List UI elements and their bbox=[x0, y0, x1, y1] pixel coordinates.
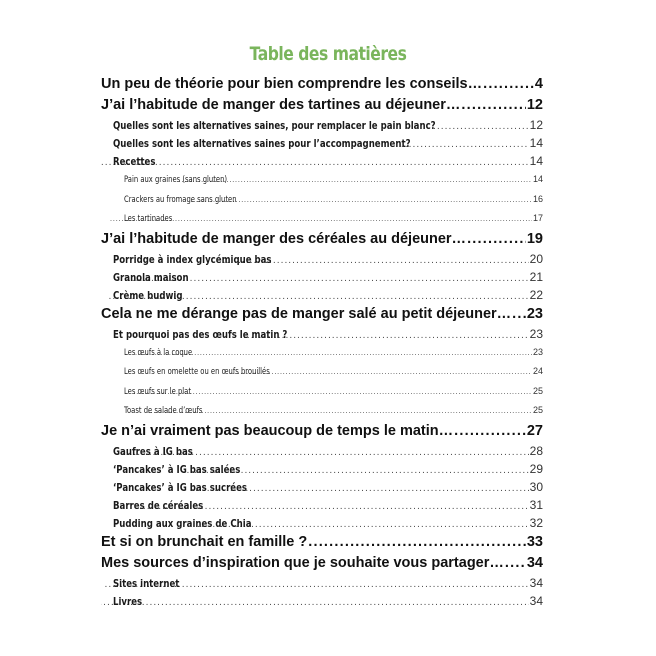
toc-entry[interactable] bbox=[101, 382, 543, 402]
toc-entry[interactable] bbox=[101, 401, 543, 421]
toc-entry-label: Mes sources d’inspiration que je souhaite vous partager… bbox=[101, 554, 504, 571]
toc-entry-page: 14 bbox=[529, 154, 543, 168]
toc-entry-label: Toast de salade d’œufs bbox=[124, 406, 203, 416]
dot-leader bbox=[135, 344, 532, 363]
toc-entry-page: 12 bbox=[526, 97, 543, 113]
toc-entry[interactable] bbox=[101, 95, 543, 116]
toc-entry-page: 16 bbox=[532, 193, 543, 204]
toc-entry-label: Les tartinades bbox=[124, 214, 173, 224]
toc-entry[interactable] bbox=[101, 250, 543, 268]
toc-entry[interactable] bbox=[101, 170, 543, 190]
dot-leader bbox=[232, 363, 532, 382]
toc-entry-page: 14 bbox=[529, 136, 543, 150]
toc-entry-page: 24 bbox=[532, 366, 543, 376]
toc-entry[interactable] bbox=[101, 268, 543, 286]
toc-entry-label: ‘Pancakes’ à IG bas sucrées bbox=[113, 480, 248, 494]
toc-entry-label: Les œufs sur le plat bbox=[124, 386, 192, 397]
toc-entry[interactable] bbox=[101, 304, 543, 325]
toc-entry-page: 14 bbox=[532, 174, 543, 184]
toc-entry[interactable] bbox=[101, 362, 543, 382]
toc-entry[interactable] bbox=[101, 574, 543, 592]
dot-leader bbox=[433, 118, 529, 134]
toc-entry[interactable] bbox=[101, 116, 543, 134]
toc-entry-page: 34 bbox=[529, 575, 543, 590]
dot-leader bbox=[483, 74, 534, 95]
toc-entry[interactable] bbox=[101, 343, 543, 363]
toc-entry[interactable] bbox=[101, 514, 543, 532]
dot-leader bbox=[461, 95, 525, 116]
toc-entry-label: Un peu de théorie pour bien comprendre les conseils… bbox=[101, 76, 483, 92]
dot-leader bbox=[467, 229, 526, 250]
dot-leader bbox=[512, 304, 526, 325]
toc-entry-page: 23 bbox=[529, 326, 543, 341]
toc-title: Table des matières bbox=[249, 42, 407, 65]
toc-entry[interactable] bbox=[101, 592, 543, 610]
toc-entry-label: Quelles sont les alternatives saines, pour remplacer le pain blanc? bbox=[113, 119, 436, 132]
toc-entry-label: Granola maison bbox=[113, 270, 189, 284]
toc-entry-label: Et pourquoi pas des œufs le matin ? bbox=[113, 327, 288, 341]
toc-entry-label: Les œufs à la coque bbox=[124, 347, 193, 358]
toc-entry[interactable] bbox=[101, 421, 543, 442]
dot-leader bbox=[133, 383, 532, 402]
toc-entry-page: 30 bbox=[529, 479, 543, 494]
toc-entry-label: Gaufres à IG bas bbox=[113, 444, 193, 458]
toc-entry-label: Quelles sont les alternatives saines pour l’accompagnement? bbox=[113, 137, 411, 150]
toc-entry-page: 22 bbox=[529, 287, 543, 302]
toc-entry[interactable] bbox=[101, 442, 543, 460]
toc-entry-page: 17 bbox=[532, 213, 543, 223]
toc-entry-page: 29 bbox=[529, 461, 543, 476]
toc-entry[interactable] bbox=[101, 460, 543, 478]
toc-entry-label: Pudding aux graines de Chia bbox=[113, 516, 252, 530]
dot-leader bbox=[308, 532, 526, 553]
table-of-contents bbox=[101, 74, 543, 610]
toc-entry-page: 27 bbox=[526, 422, 543, 439]
toc-entry-page: 28 bbox=[529, 443, 543, 458]
toc-entry-page: 19 bbox=[526, 230, 543, 247]
toc-entry[interactable] bbox=[101, 190, 543, 210]
toc-entry-label: Recettes bbox=[113, 155, 156, 168]
toc-entry-label: Livres bbox=[113, 594, 143, 608]
dot-leader bbox=[401, 136, 529, 152]
toc-entry[interactable] bbox=[101, 478, 543, 496]
toc-entry[interactable] bbox=[101, 325, 543, 343]
toc-entry[interactable] bbox=[101, 209, 543, 229]
toc-entry[interactable] bbox=[101, 286, 543, 304]
dot-leader bbox=[148, 402, 532, 421]
toc-entry-page: 20 bbox=[529, 251, 543, 266]
toc-entry[interactable] bbox=[101, 553, 543, 574]
dot-leader bbox=[101, 594, 529, 610]
dot-leader bbox=[178, 171, 532, 190]
toc-entry-page: 34 bbox=[526, 554, 543, 571]
toc-entry-label: J’ai l’habitude de manger des céréales au déjeuner… bbox=[101, 230, 467, 247]
dot-leader bbox=[190, 191, 532, 210]
toc-entry-label: Je n’ai vraiment pas beaucoup de temps le matin… bbox=[101, 422, 454, 439]
toc-entry[interactable] bbox=[101, 532, 543, 553]
toc-entry-page: 23 bbox=[532, 346, 543, 357]
toc-entry[interactable] bbox=[101, 229, 543, 250]
toc-entry-page: 34 bbox=[529, 593, 543, 608]
toc-entry-label: ‘Pancakes’ à IG bas salées bbox=[113, 462, 241, 476]
toc-entry-label: Crackers au fromage sans gluten bbox=[124, 194, 237, 205]
dot-leader bbox=[454, 421, 526, 442]
toc-entry-label: Sites internet bbox=[113, 576, 180, 590]
toc-entry-page: 12 bbox=[529, 118, 543, 132]
toc-entry-page: 25 bbox=[532, 385, 543, 396]
toc-entry-page: 32 bbox=[529, 515, 543, 530]
toc-entry-page: 33 bbox=[526, 533, 543, 550]
toc-entry[interactable] bbox=[101, 74, 543, 95]
toc-entry-page: 4 bbox=[534, 76, 543, 92]
toc-entry-label: Barres de céréales bbox=[113, 498, 204, 512]
toc-entry-label: Cela ne me dérange pas de manger salé au petit déjeuner… bbox=[101, 305, 512, 322]
toc-entry-label: Crème budwig bbox=[113, 288, 183, 302]
toc-entry-page: 25 bbox=[532, 405, 543, 415]
toc-entry-page: 31 bbox=[529, 497, 543, 512]
dot-leader bbox=[505, 553, 526, 574]
toc-entry-label: Pain aux graines (sans gluten) bbox=[124, 175, 228, 185]
toc-entry[interactable] bbox=[101, 496, 543, 514]
toc-entry-page: 21 bbox=[529, 269, 543, 284]
toc-entry[interactable] bbox=[101, 134, 543, 152]
toc-entry[interactable] bbox=[101, 152, 543, 170]
toc-entry-label: Et si on brunchait en famille ? bbox=[101, 533, 308, 550]
toc-entry-label: Les œufs en omelette ou en œufs brouillés bbox=[124, 367, 270, 377]
toc-entry-label: J’ai l’habitude de manger des tartines au déjeuner… bbox=[101, 97, 461, 113]
toc-entry-label: Porridge à index glycémique bas bbox=[113, 252, 272, 266]
dot-leader bbox=[101, 154, 529, 170]
dot-leader bbox=[110, 210, 532, 229]
toc-entry-page: 23 bbox=[526, 305, 543, 322]
